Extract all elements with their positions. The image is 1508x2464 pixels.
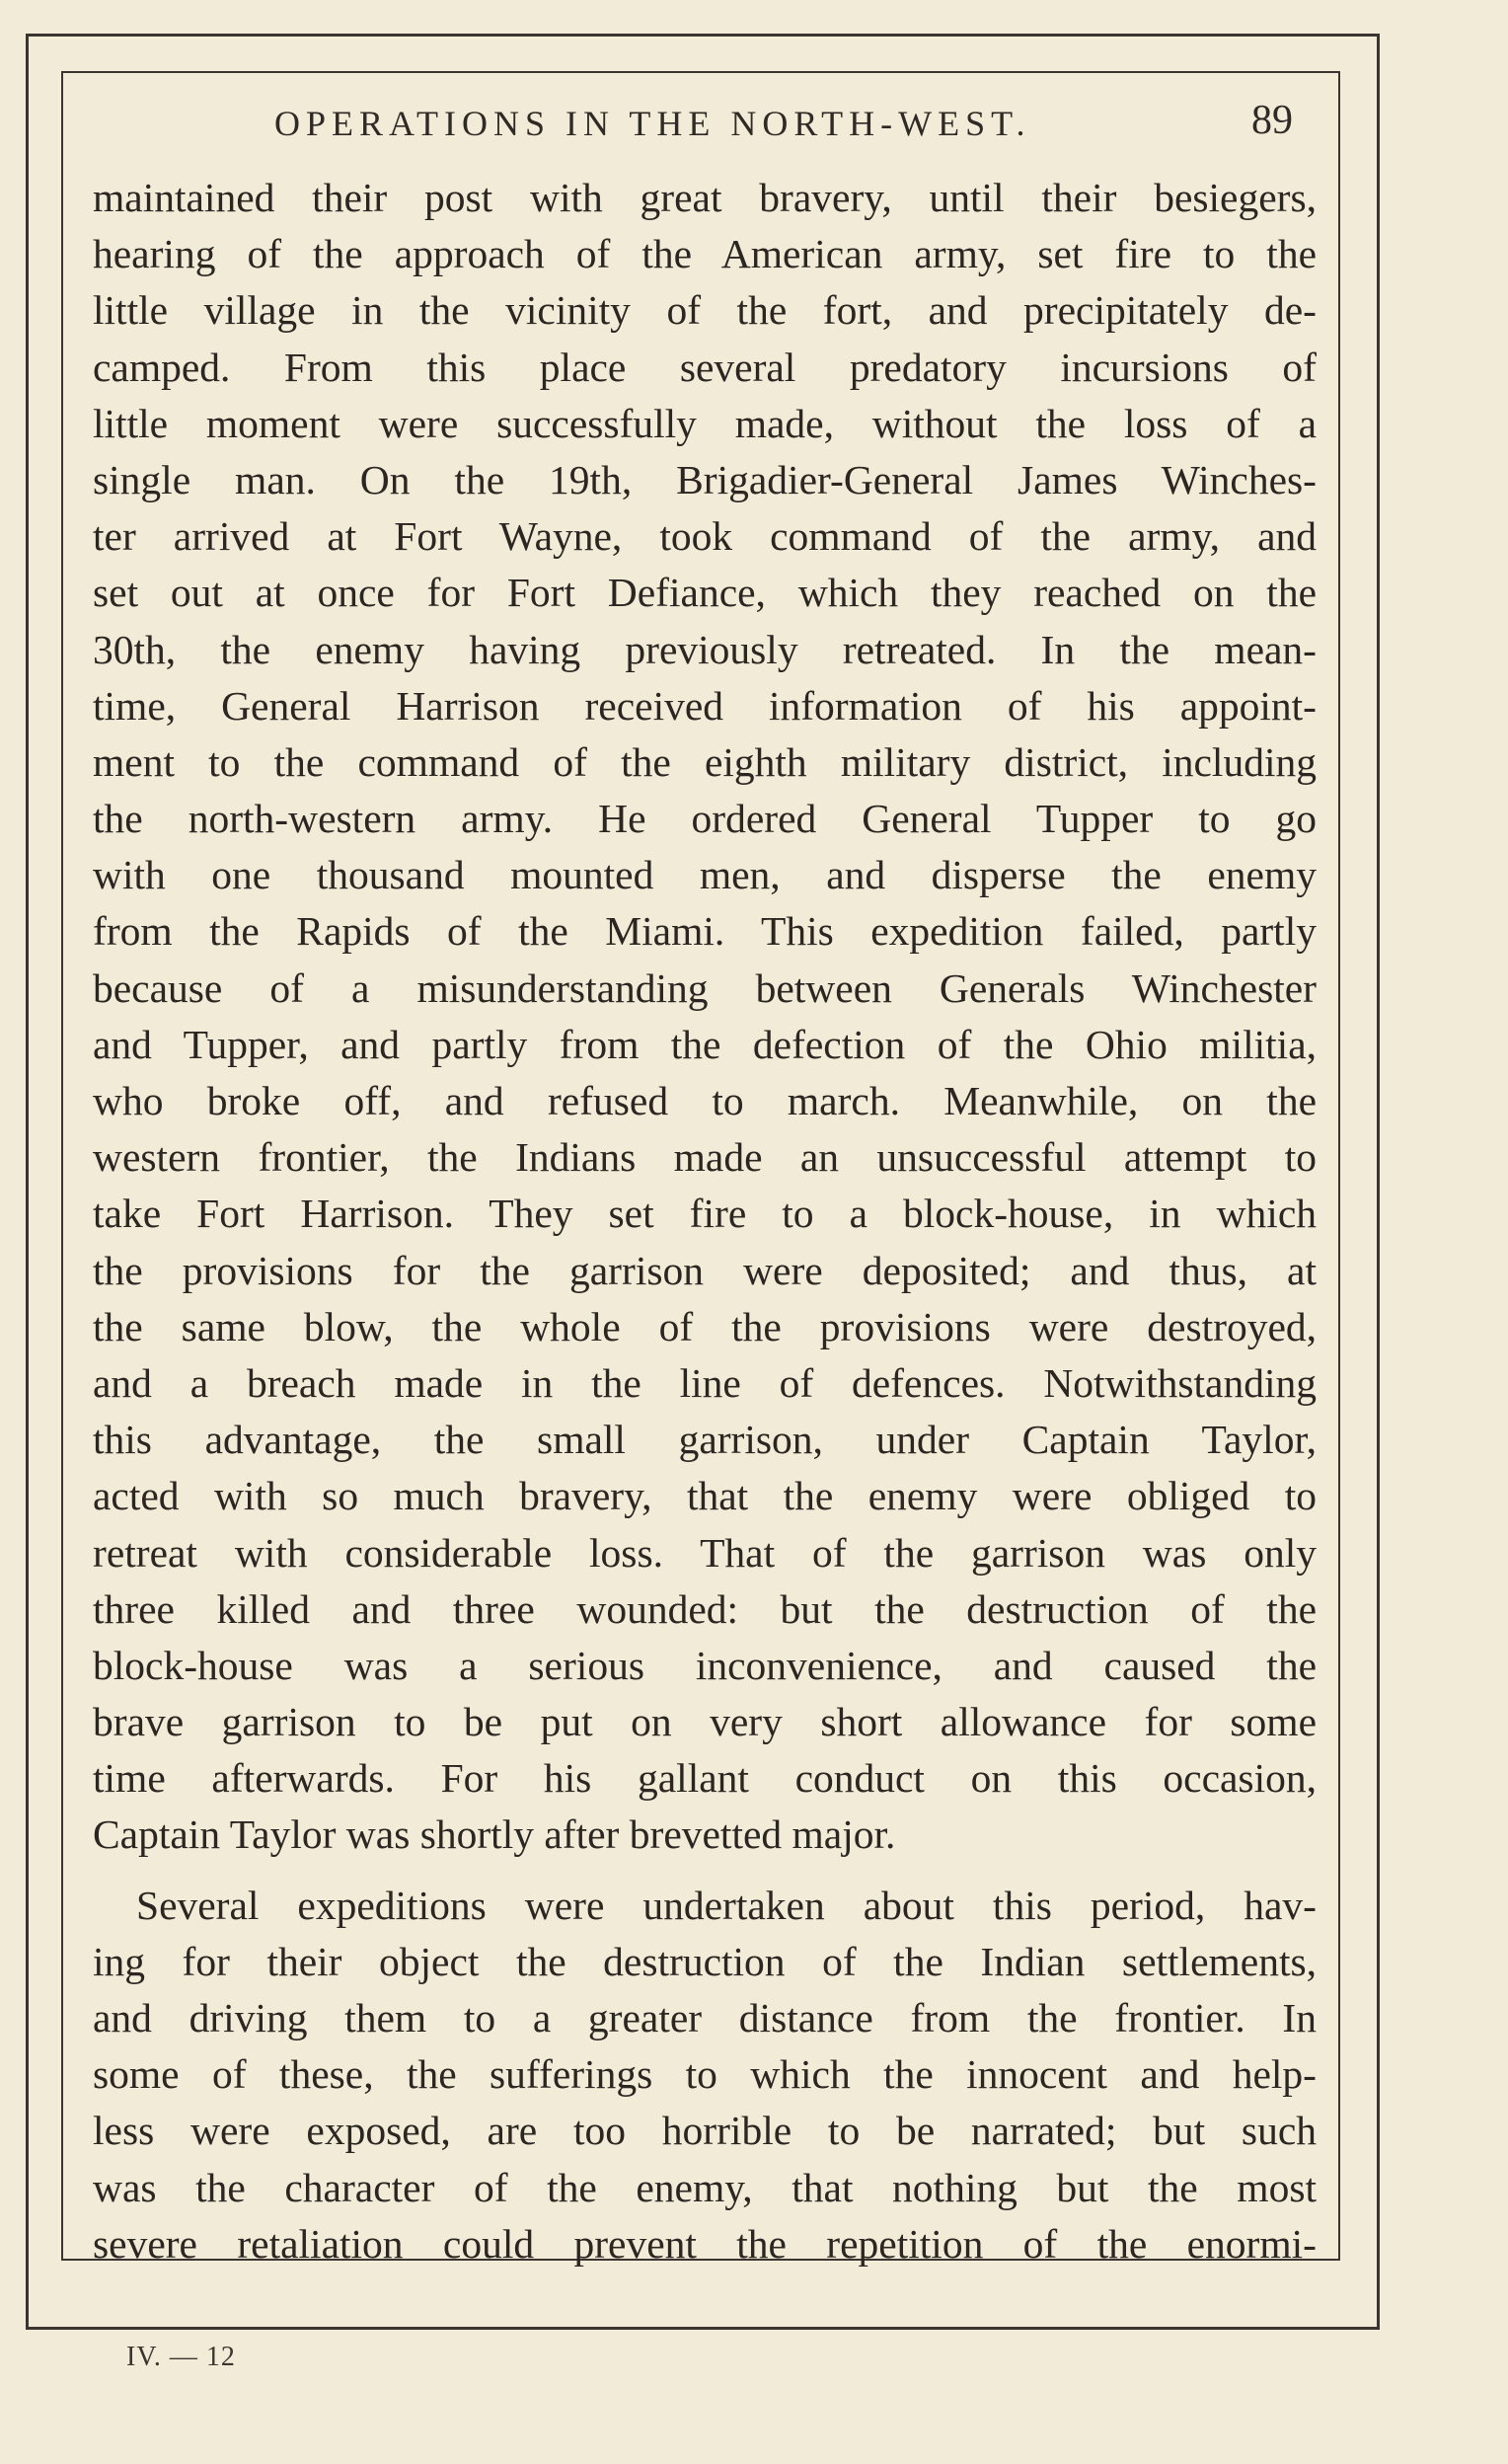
text-line: three killed and three wounded: but the destruction of the	[93, 1585, 1317, 1632]
text-line: the same blow, the whole of the provisions were destroyed,	[93, 1303, 1317, 1349]
text-line: 30th, the enemy having previously retreated. In the mean-	[93, 626, 1317, 672]
paragraph-1	[93, 170, 1317, 1864]
text-line: block-house was a serious inconvenience, and caused the	[93, 1642, 1317, 1688]
text-line: the provisions for the garrison were deposited; and thus, at	[93, 1247, 1317, 1293]
text-line: was the character of the enemy, that nothing but the most	[93, 2164, 1317, 2210]
text-line: camped. From this place several predatory incursions of	[93, 344, 1317, 390]
text-line: ing for their object the destruction of the Indian settlements,	[93, 1938, 1317, 1984]
text-line: severe retaliation could prevent the repetition of the enormi-	[93, 2220, 1317, 2267]
text-line: little moment were successfully made, without the loss of a	[93, 400, 1317, 446]
text-line: single man. On the 19th, Brigadier-General James Winches-	[93, 456, 1317, 502]
text-line: little village in the vicinity of the fort, and precipitately de-	[93, 287, 1317, 334]
text-line: and Tupper, and partly from the defection of the Ohio militia,	[93, 1021, 1317, 1067]
paragraph-gap	[93, 1864, 1317, 1878]
text-line: hearing of the approach of the American army, set fire to the	[93, 231, 1317, 277]
text-line: some of these, the sufferings to which the innocent and help-	[93, 2051, 1317, 2098]
signature-mark: IV. — 12	[126, 2342, 236, 2372]
text-line: because of a misunderstanding between Generals Winchester	[93, 964, 1317, 1011]
body-text	[93, 170, 1317, 2272]
page-number: 89	[1251, 98, 1293, 143]
text-line: Captain Taylor was shortly after brevetted major.	[93, 1811, 896, 1858]
text-line: from the Rapids of the Miami. This expedition failed, partly	[93, 908, 1317, 955]
text-line: maintained their post with great bravery, until their besiegers,	[93, 175, 1317, 220]
text-line: acted with so much bravery, that the enemy were obliged to	[93, 1473, 1317, 1519]
text-line: with one thousand mounted men, and disperse the enemy	[93, 852, 1317, 898]
text-line: ment to the command of the eighth military district, including	[93, 738, 1317, 785]
text-line: western frontier, the Indians made an unsuccessful attempt to	[93, 1134, 1317, 1181]
text-line: who broke off, and refused to march. Meanwhile, on the	[93, 1078, 1317, 1123]
text-line: less were exposed, are too horrible to be narrated; but such	[93, 2108, 1317, 2154]
running-title: OPERATIONS IN THE NORTH-WEST.	[274, 104, 1031, 143]
text-line: set out at once for Fort Defiance, which they reached on the	[93, 570, 1317, 616]
text-line: retreat with considerable loss. That of the garrison was only	[93, 1529, 1317, 1576]
text-line: time afterwards. For his gallant conduct on this occasion,	[93, 1755, 1317, 1802]
paragraph-2	[93, 1878, 1317, 2272]
text-line: brave garrison to be put on very short allowance for some	[93, 1699, 1317, 1745]
text-line: take Fort Harrison. They set fire to a block-house, in which	[93, 1191, 1317, 1237]
text-line: the north-western army. He ordered General Tupper to go	[93, 796, 1317, 842]
text-line: ter arrived at Fort Wayne, took command of the army, and	[93, 513, 1317, 560]
running-header	[61, 95, 1340, 154]
text-line: this advantage, the small garrison, under Captain Taylor,	[93, 1417, 1317, 1463]
text-line: and a breach made in the line of defences. Notwithstanding	[93, 1359, 1317, 1406]
text-line: time, General Harrison received information of his appoint-	[93, 682, 1317, 729]
text-line: and driving them to a greater distance from the frontier. In	[93, 1995, 1317, 2040]
text-line: Several expeditions were undertaken about this period, hav-	[136, 1882, 1317, 1928]
